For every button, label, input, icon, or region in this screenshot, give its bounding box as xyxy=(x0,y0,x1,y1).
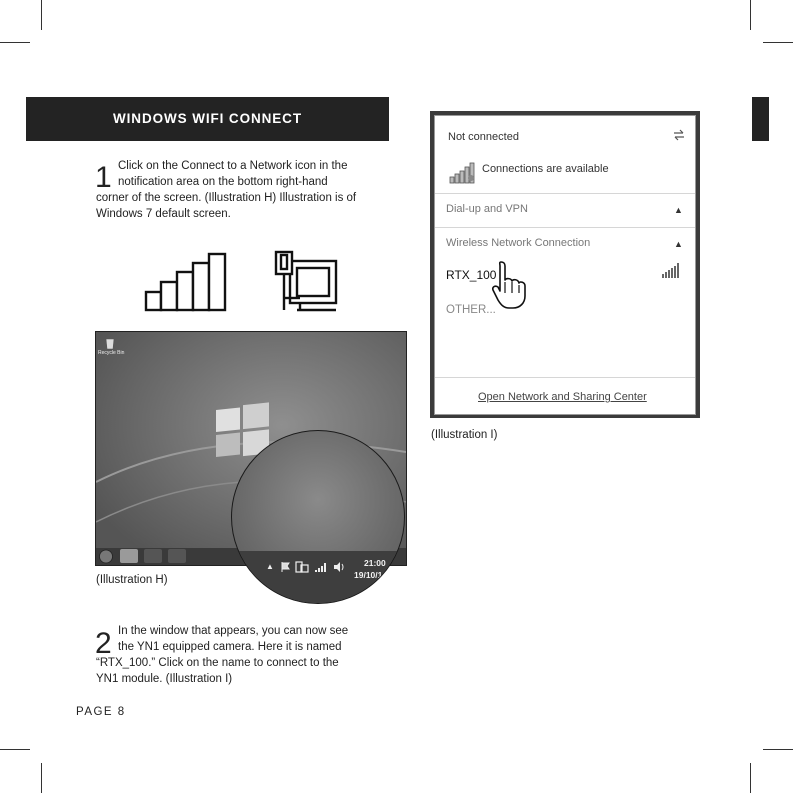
taskbar-explorer-icon[interactable] xyxy=(144,549,162,563)
network-panel xyxy=(434,115,696,415)
illustration-i-caption: (Illustration I) xyxy=(431,429,498,441)
page-number: PAGE 8 xyxy=(76,706,126,718)
crop-mark xyxy=(750,0,751,30)
hand-cursor-icon xyxy=(491,260,527,310)
connections-available-icon xyxy=(449,162,477,184)
connections-available-text: Connections are available xyxy=(482,163,609,175)
divider xyxy=(435,193,695,194)
taskbar-browser-icon[interactable] xyxy=(120,549,138,563)
tray-flag-icon[interactable] xyxy=(280,561,292,573)
wifi-strength-icon xyxy=(661,261,683,279)
collapse-chevron-icon[interactable]: ▲ xyxy=(674,239,683,249)
step-1-line: Windows 7 default screen. xyxy=(96,208,231,220)
divider xyxy=(435,377,695,378)
network-popup-screenshot xyxy=(430,111,700,418)
tray-network-icon[interactable] xyxy=(295,560,309,574)
step-2-line: the YN1 equipped camera. Here it is named xyxy=(118,641,342,653)
step-2-line: “RTX_100.” Click on the name to connect to the xyxy=(96,657,339,669)
section-title: WINDOWS WIFI CONNECT xyxy=(113,111,302,126)
tray-signal-icon[interactable] xyxy=(314,561,328,573)
network-connection-icon xyxy=(270,250,340,314)
tray-clock-time[interactable]: 21:00 xyxy=(364,558,386,568)
recycle-bin-label: Recycle Bin xyxy=(98,350,125,356)
connection-status: Not connected xyxy=(448,131,519,143)
crop-mark xyxy=(41,763,42,793)
divider xyxy=(435,227,695,228)
crop-mark xyxy=(763,749,793,750)
dialup-vpn-header[interactable]: Dial-up and VPN xyxy=(446,203,528,215)
step-1-line: Click on the Connect to a Network icon in the xyxy=(118,160,348,172)
tray-up-arrow-icon[interactable]: ▲ xyxy=(266,562,274,571)
crop-mark xyxy=(0,42,30,43)
refresh-icon[interactable] xyxy=(671,128,687,142)
network-sharing-center-link[interactable]: Open Network and Sharing Center xyxy=(478,391,647,403)
crop-mark xyxy=(750,763,751,793)
illustration-h-caption: (Illustration H) xyxy=(96,574,168,586)
crop-mark xyxy=(0,749,30,750)
tray-magnifier xyxy=(231,430,405,604)
other-networks-item[interactable]: OTHER... xyxy=(446,304,496,316)
step-1-line: notification area on the bottom right-hand xyxy=(118,176,328,188)
step-2-number: 2 xyxy=(95,627,112,660)
wireless-section-header[interactable]: Wireless Network Connection xyxy=(446,237,591,249)
step-2-line: YN1 module. (Illustration I) xyxy=(96,673,233,685)
crop-mark xyxy=(41,0,42,30)
page-edge-tab xyxy=(752,97,769,141)
recycle-bin-icon[interactable] xyxy=(103,336,117,350)
collapse-chevron-icon[interactable]: ▲ xyxy=(674,205,683,215)
tray-volume-icon[interactable] xyxy=(332,560,346,574)
signal-bars-icon xyxy=(143,252,229,312)
step-1-number: 1 xyxy=(95,161,112,194)
taskbar-media-icon[interactable] xyxy=(168,549,186,563)
crop-mark xyxy=(763,42,793,43)
network-item-rtx100[interactable]: RTX_100 xyxy=(446,268,497,282)
tray-clock-date[interactable]: 19/10/1 xyxy=(354,570,383,580)
step-1-line: corner of the screen. (Illustration H) Illustration is of xyxy=(96,192,357,204)
step-2-line: In the window that appears, you can now see xyxy=(118,625,349,637)
start-orb-icon[interactable] xyxy=(98,549,114,564)
